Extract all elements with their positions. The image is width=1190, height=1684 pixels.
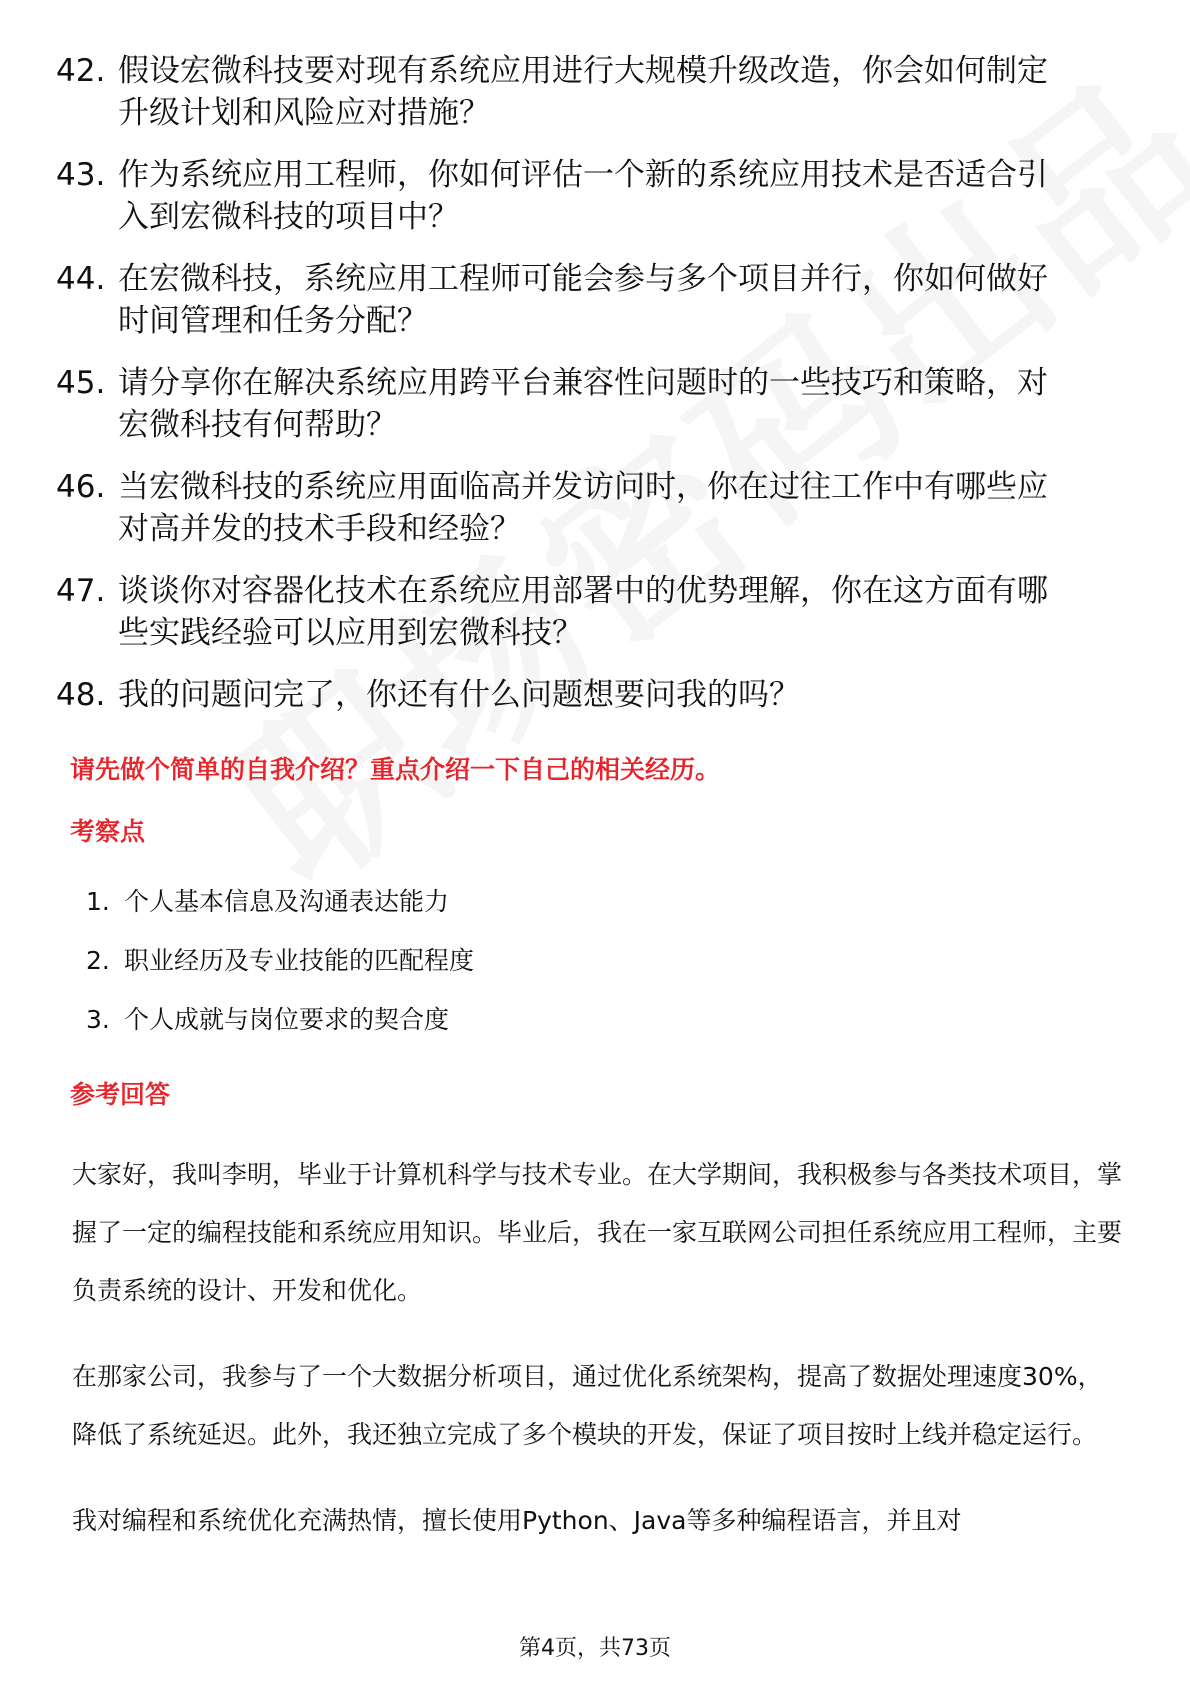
question-item xyxy=(56,154,1116,238)
point-number: 3. xyxy=(86,1005,110,1034)
question-number: 42. xyxy=(56,53,106,89)
answer-heading: 参考回答 xyxy=(70,1080,171,1109)
question-text: 假设宏微科技要对现有系统应用进行大规模升级改造，你会如何制定升级计划和风险应对措施？ xyxy=(118,53,1048,131)
answer-paragraph: 在那家公司，我参与了一个大数据分析项目，通过优化系统架构，提高了数据处理速度30%，降低了系统延迟。此外，我还独立完成了多个模块的开发，保证了项目按时上线并稳定运行。 xyxy=(72,1362,1103,1449)
question-item xyxy=(56,258,1116,342)
question-text: 在宏微科技，系统应用工程师可能会参与多个项目并行，你如何做好时间管理和任务分配？ xyxy=(118,261,1048,339)
question-item xyxy=(56,466,1116,550)
point-text: 职业经历及专业技能的匹配程度 xyxy=(124,946,475,975)
question-text: 作为系统应用工程师，你如何评估一个新的系统应用技术是否适合引入到宏微科技的项目中？ xyxy=(118,157,1048,235)
question-number: 45. xyxy=(56,365,106,401)
answer-paragraph: 大家好，我叫李明，毕业于计算机科学与技术专业。在大学期间，我积极参与各类技术项目，掌握了一定的编程技能和系统应用知识。毕业后，我在一家互联网公司担任系统应用工程师，主要负责系统的设计、开发和优化。 xyxy=(72,1160,1123,1305)
point-text: 个人基本信息及沟通表达能力 xyxy=(124,887,450,916)
points-heading: 考察点 xyxy=(70,817,146,846)
question-item xyxy=(56,674,1116,716)
question-number: 46. xyxy=(56,469,106,505)
assessment-point xyxy=(86,885,986,919)
question-item xyxy=(56,570,1116,654)
point-number: 1. xyxy=(86,887,110,916)
question-item xyxy=(56,50,1116,134)
point-number: 2. xyxy=(86,946,110,975)
point-text: 个人成就与岗位要求的契合度 xyxy=(124,1005,450,1034)
assessment-point xyxy=(86,944,986,978)
question-text: 当宏微科技的系统应用面临高并发访问时，你在过往工作中有哪些应对高并发的技术手段和经验？ xyxy=(118,469,1048,547)
question-list xyxy=(56,50,1116,736)
question-number: 43. xyxy=(56,157,106,193)
self-intro-question-title: 请先做个简单的自我介绍？重点介绍一下自己的相关经历。 xyxy=(70,755,721,784)
assessment-points-list xyxy=(86,885,986,1062)
page-footer: 第4页，共73页 xyxy=(519,1636,671,1661)
question-number: 44. xyxy=(56,261,106,297)
question-text: 请分享你在解决系统应用跨平台兼容性问题时的一些技巧和策略，对宏微科技有何帮助？ xyxy=(118,365,1048,443)
reference-answer xyxy=(72,1146,1122,1578)
question-number: 47. xyxy=(56,573,106,609)
question-item xyxy=(56,362,1116,446)
question-text: 我的问题问完了，你还有什么问题想要问我的吗？ xyxy=(118,677,800,713)
answer-paragraph: 我对编程和系统优化充满热情，擅长使用Python、Java等多种编程语言，并且对 xyxy=(72,1506,962,1535)
question-number: 48. xyxy=(56,677,106,713)
question-text: 谈谈你对容器化技术在系统应用部署中的优势理解，你在这方面有哪些实践经验可以应用到宏微科技？ xyxy=(118,573,1048,651)
assessment-point xyxy=(86,1003,986,1037)
